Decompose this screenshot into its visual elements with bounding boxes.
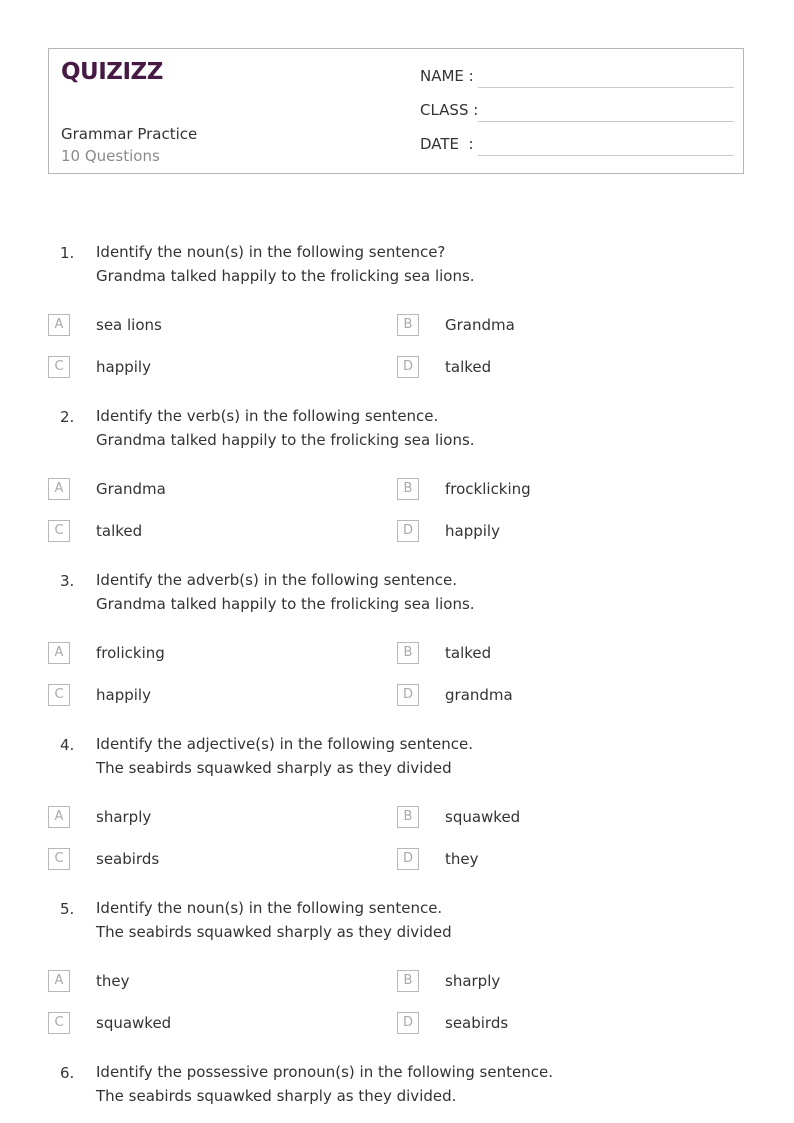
option-text: sea lions bbox=[96, 316, 162, 334]
option-text: talked bbox=[445, 644, 492, 662]
option-text: they bbox=[445, 850, 479, 868]
question-sentence: Grandma talked happily to the frolicking sea lions. bbox=[96, 595, 475, 613]
worksheet-title: Grammar Practice bbox=[61, 125, 198, 143]
option-letter-box: A bbox=[48, 806, 70, 828]
name-field[interactable] bbox=[420, 67, 734, 89]
question-number: 5. bbox=[60, 900, 75, 918]
option-text: Grandma bbox=[96, 480, 166, 498]
class-line[interactable] bbox=[478, 121, 734, 122]
option-text: happily bbox=[96, 358, 151, 376]
option-letter-box: C bbox=[48, 1012, 70, 1034]
option-text: they bbox=[96, 972, 130, 990]
date-field[interactable] bbox=[420, 135, 734, 157]
question-number: 1. bbox=[60, 244, 75, 262]
option-text: sharply bbox=[96, 808, 152, 826]
option-letter-box: D bbox=[397, 520, 419, 542]
option-letter-box: A bbox=[48, 478, 70, 500]
option-letter-box: C bbox=[48, 684, 70, 706]
option-letter-box: D bbox=[397, 684, 419, 706]
option-text: happily bbox=[96, 686, 151, 704]
question-count: 10 Questions bbox=[61, 147, 160, 165]
option-text: squawked bbox=[96, 1014, 172, 1032]
option-letter-box: B bbox=[397, 806, 419, 828]
question-number: 4. bbox=[60, 736, 75, 754]
question-text bbox=[96, 240, 475, 288]
question-text bbox=[96, 1060, 553, 1108]
option-text: talked bbox=[445, 358, 492, 376]
question-number: 2. bbox=[60, 408, 75, 426]
question-sentence: Grandma talked happily to the frolicking sea lions. bbox=[96, 431, 475, 449]
question-text bbox=[96, 732, 473, 780]
option-letter-box: B bbox=[397, 642, 419, 664]
class-field[interactable] bbox=[420, 101, 734, 123]
option-letter-box: C bbox=[48, 848, 70, 870]
question-number: 6. bbox=[60, 1064, 75, 1082]
option-text: talked bbox=[96, 522, 143, 540]
date-line[interactable] bbox=[478, 155, 734, 156]
question-prompt: Identify the adverb(s) in the following sentence. bbox=[96, 571, 458, 589]
option-text: happily bbox=[445, 522, 500, 540]
option-letter-box: B bbox=[397, 970, 419, 992]
option-letter-box: D bbox=[397, 356, 419, 378]
option-text: seabirds bbox=[445, 1014, 509, 1032]
option-letter-box: C bbox=[48, 356, 70, 378]
worksheet-header bbox=[48, 48, 744, 174]
option-letter-box: A bbox=[48, 642, 70, 664]
option-text: seabirds bbox=[96, 850, 160, 868]
option-text: frolicking bbox=[96, 644, 165, 662]
date-label: DATE : bbox=[420, 135, 474, 153]
option-text: grandma bbox=[445, 686, 513, 704]
option-letter-box: C bbox=[48, 520, 70, 542]
question-sentence: The seabirds squawked sharply as they divided. bbox=[96, 1087, 457, 1105]
question-prompt: Identify the possessive pronoun(s) in the following sentence. bbox=[96, 1063, 553, 1081]
class-label: CLASS : bbox=[420, 101, 479, 119]
option-letter-box: D bbox=[397, 848, 419, 870]
question-text bbox=[96, 568, 475, 616]
option-letter-box: A bbox=[48, 314, 70, 336]
question-text bbox=[96, 404, 475, 452]
question-sentence: Grandma talked happily to the frolicking sea lions. bbox=[96, 267, 475, 285]
name-label: NAME : bbox=[420, 67, 474, 85]
quizizz-logo: QUIZIZZ bbox=[61, 59, 163, 85]
option-letter-box: B bbox=[397, 314, 419, 336]
question-prompt: Identify the noun(s) in the following sentence? bbox=[96, 243, 446, 261]
question-sentence: The seabirds squawked sharply as they divided bbox=[96, 923, 452, 941]
option-letter-box: A bbox=[48, 970, 70, 992]
name-line[interactable] bbox=[478, 87, 734, 88]
question-number: 3. bbox=[60, 572, 75, 590]
question-prompt: Identify the noun(s) in the following sentence. bbox=[96, 899, 443, 917]
question-sentence: The seabirds squawked sharply as they divided bbox=[96, 759, 452, 777]
question-text bbox=[96, 896, 452, 944]
question-prompt: Identify the verb(s) in the following sentence. bbox=[96, 407, 439, 425]
option-text: Grandma bbox=[445, 316, 515, 334]
option-text: frocklicking bbox=[445, 480, 531, 498]
option-letter-box: B bbox=[397, 478, 419, 500]
option-text: squawked bbox=[445, 808, 521, 826]
question-prompt: Identify the adjective(s) in the following sentence. bbox=[96, 735, 474, 753]
option-text: sharply bbox=[445, 972, 501, 990]
option-letter-box: D bbox=[397, 1012, 419, 1034]
